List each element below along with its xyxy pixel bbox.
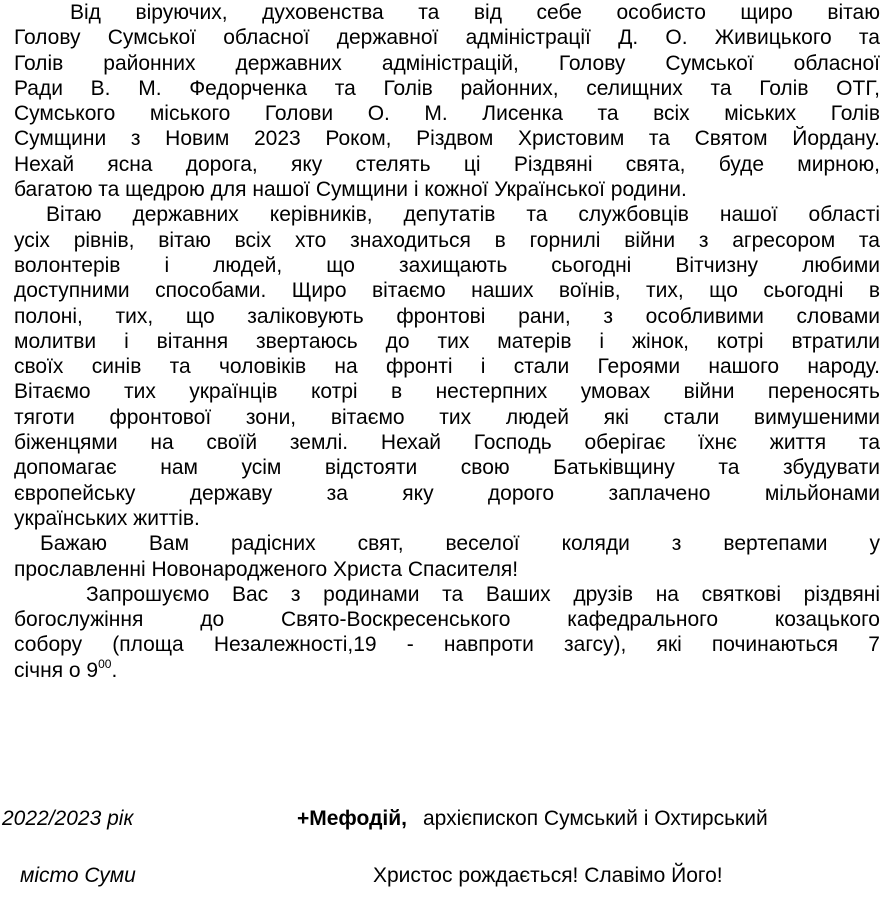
- letter-line: своїх синів та чоловіків на фронті і стали Героями нашого народу.: [14, 355, 880, 379]
- letter-line: собору (площа Незалежності,19 - навпроти загсу), які починаються 7: [14, 633, 880, 657]
- letter-line: Голів районних державних адміністрацій, Голову Сумської обласної: [14, 51, 880, 75]
- letter-line: Бажаю Вам радісних свят, веселої коляди з вертепами у: [40, 532, 880, 556]
- letter-line: прославленні Новонародженого Христа Спасителя!: [14, 557, 519, 581]
- letter-year: 2022/2023 рік: [2, 807, 134, 830]
- letter-line: європейську державу за яку дорого заплачено мільйонами: [14, 481, 880, 505]
- letter-city: місто Суми: [20, 864, 136, 887]
- letter-line: Ради В. М. Федорченка та Голів районних, селищних та Голів ОТГ,: [14, 76, 880, 100]
- letter-line: доступними способами. Щиро вітаємо наших воїнів, тих, що сьогодні в: [14, 279, 880, 303]
- letter-last-line: [14, 658, 880, 683]
- letter-line: полоні, тих, що заліковують фронтові рани, з особливими словами: [14, 304, 880, 328]
- letter-body: [14, 0, 880, 683]
- letter-line: тяготи фронтової зони, вітаємо тих людей які стали вимушеними: [14, 405, 880, 429]
- letter-line: Нехай ясна дорога, яку стелять ці Різдвяні свята, буде мирною,: [14, 152, 880, 176]
- letter-line: Вітаю державних керівників, депутатів та службовців нашої області: [46, 203, 880, 227]
- letter-line: молитви і вітання звертаюсь до тих матерів і жінок, котрі втратили: [14, 329, 880, 353]
- letter-line: Від віруючих, духовенства та від себе особисто щиро вітаю: [70, 1, 880, 24]
- letter-line: Сумського міського Голови О. М. Лисенка та всіх міських Голів: [14, 102, 880, 126]
- sentence-end: .: [111, 658, 118, 682]
- signer-title: архієпископ Сумський і Охтирський: [423, 807, 768, 830]
- letter-line: українських життів.: [14, 506, 200, 530]
- letter-line: усіх рівнів, вітаю всіх хто знаходиться в горнилі війни з агресором та: [14, 228, 880, 252]
- signature-block: [297, 806, 768, 831]
- service-time-minutes: 00: [98, 657, 112, 671]
- letter-line: волонтерів і людей, що захищають сьогодні Вітчизну любими: [14, 253, 880, 277]
- letter-line: богослужіння до Свято-Воскресенського кафедрального козацького: [14, 608, 880, 632]
- closing-greeting: Христос рождається! Славімо Його!: [373, 864, 723, 887]
- letter-line: Сумщини з Новим 2023 Роком, Різдвом Христовим та Святом Йордану.: [14, 127, 880, 151]
- signer-name: +Мефодій,: [297, 807, 407, 830]
- letter-line: Запрошуємо Вас з родинами та Ваших друзів на святкові різдвяні: [86, 582, 880, 606]
- letter-line: багатою та щедрою для нашої Сумщини і кожної Української родини.: [14, 178, 687, 202]
- letter-line: Голову Сумської обласної державної адміністрації Д. О. Живицького та: [14, 26, 880, 50]
- letter-line: допомагає нам усім відстояти свою Батьківщину та збудувати: [14, 456, 880, 480]
- letter-line: біженцями на своїй землі. Нехай Господь оберігає їхнє життя та: [14, 431, 880, 455]
- letter-line: Вітаємо тих українців котрі в нестерпних умовах війни переносять: [14, 380, 880, 404]
- service-date: січня о 9: [14, 658, 99, 682]
